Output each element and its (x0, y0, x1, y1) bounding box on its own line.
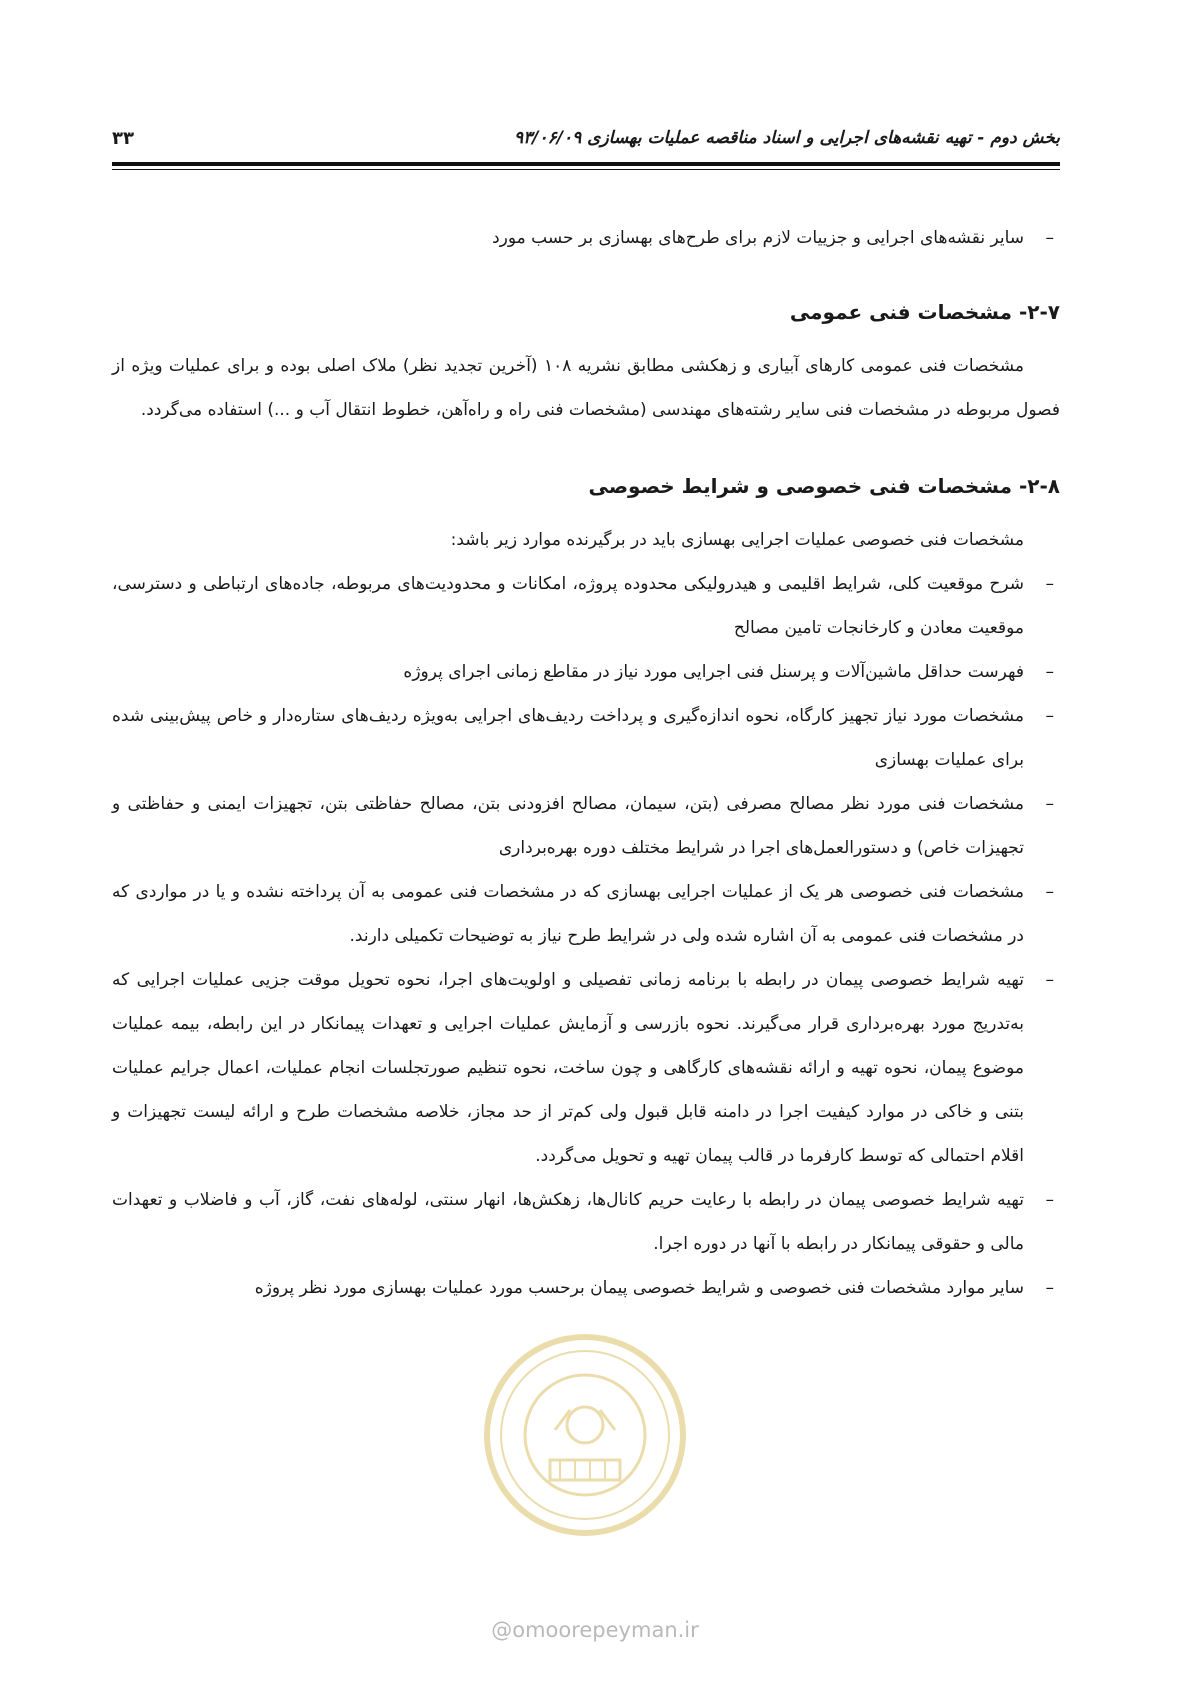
bullet-text: مشخصات مورد نیاز تجهیز کارگاه، نحوه اندازه‌گیری و پرداخت ردیف‌های اجرایی به‌ویژه ردیف‌های ستاره‌دار و خاص پیش‌بینی شده برای عملیات بهسازی (112, 706, 1024, 770)
section-7-paragraph: مشخصات فنی عمومی کارهای آبیاری و زهکشی مطابق نشریه ۱۰۸ (آخرین تجدید نظر) ملاک اصلی بوده و برای عملیات ویژه از فصول مربوطه در مشخصات فنی سایر رشته‌های مهندسی (مشخصات فنی راه و راه‌آهن، خطوط انتقال آب و ...) استفاده می‌گردد. (112, 356, 1060, 420)
bullet-item (112, 1266, 1060, 1310)
bullet-item (112, 562, 1060, 650)
bullet-text: سایر موارد مشخصات فنی خصوصی و شرایط خصوصی پیمان برحسب مورد عملیات بهسازی مورد نظر پروژه (254, 1278, 1024, 1298)
bullet-item (112, 216, 1060, 260)
section-8-intro: مشخصات فنی خصوصی عملیات اجرایی بهسازی باید در برگیرنده موارد زیر باشد: (450, 530, 1024, 550)
bullet-text: شرح موقعیت کلی، شرایط اقلیمی و هیدرولیکی محدوده پروژه، امکانات و محدودیت‌های مربوطه، جاده‌های ارتباطی و دسترسی، موقعیت معادن و کارخانجات تامین مصالح (112, 574, 1024, 638)
bullet-text: تهیه شرایط خصوصی پیمان در رابطه با رعایت حریم کانال‌ها، زهکش‌ها، انهار سنتی، لوله‌های نفت، گاز، آب و فاضلاب و تعهدات مالی و حقوقی پیمانکار در رابطه با آنها در دوره اجرا. (112, 1190, 1024, 1254)
at-icon: @ (491, 1618, 513, 1642)
header-rule-thin (112, 169, 1060, 170)
watermark-site (0, 1618, 1190, 1642)
bullet-dash: – (1045, 1278, 1054, 1298)
bullet-text: مشخصات فنی مورد نظر مصالح مصرفی (بتن، سیمان، مصالح افزودنی بتن، مصالح حفاظتی بتن، تجهیزات ایمنی و حفاظتی و تجهیزات خاص) و دستورالعمل‌های اجرا در شرایط مختلف دوره بهره‌برداری (112, 794, 1024, 858)
bullet-item (112, 1178, 1060, 1266)
bullet-dash: – (1045, 706, 1054, 726)
bullet-dash: – (1045, 574, 1054, 594)
bullet-dash: – (1045, 970, 1054, 990)
bullet-item (112, 958, 1060, 1178)
bullet-item (112, 650, 1060, 694)
bullet-text: سایر نقشه‌های اجرایی و جزییات لازم برای طرح‌های بهسازی بر حسب مورد (492, 228, 1024, 248)
bullet-dash: – (1045, 794, 1054, 814)
page-content (112, 216, 1060, 1310)
watermark-site-text: omoorepeyman.ir (512, 1618, 699, 1642)
bullet-text: فهرست حداقل ماشین‌آلات و پرسنل فنی اجرایی مورد نیاز در مقاطع زمانی اجرای پروژه (403, 662, 1024, 682)
bullet-dash: – (1045, 1190, 1054, 1210)
bullet-item (112, 694, 1060, 782)
page-header (112, 128, 1060, 158)
header-title: بخش دوم - تهیه نقشه‌های اجرایی و اسناد مناقصه عملیات بهسازی ۹۳/۰۶/۰۹ (514, 128, 1060, 148)
bullet-item (112, 870, 1060, 958)
section-heading-8: ۲-۸- مشخصات فنی خصوصی و شرایط خصوصی (588, 474, 1060, 498)
header-rule-thick (112, 162, 1060, 166)
bullet-text: تهیه شرایط خصوصی پیمان در رابطه با برنامه زمانی تفصیلی و اولویت‌های اجرا، نحوه تحویل موقت جزیی عملیات اجرایی که به‌تدریج مورد بهره‌برداری قرار می‌گیرند. نحوه بازرسی و آزمایش عملیات اجرایی و تعهدات پیمانکار در این رابطه، بیمه عملیات موضوع پیمان، نحوه تهیه و ارائه نقشه‌های کارگاهی و چون ساخت، نحوه تنظیم صورتجلسات انجام عملیات، اعمال جرایم عملیات بتنی و خاکی در موارد کیفیت اجرا در دامنه قابل قبول ولی کم‌تر از حد مجاز، خلاصه مشخصات طرح و ارائه لیست تجهیزات و اقلام احتمالی که توسط کارفرما در قالب پیمان تهیه و تحویل می‌گردد. (112, 970, 1024, 1166)
section-heading-7: ۲-۷- مشخصات فنی عمومی (789, 300, 1060, 324)
bullet-dash: – (1045, 662, 1054, 682)
watermark-seal-icon (480, 1330, 690, 1540)
bullet-item (112, 782, 1060, 870)
bullet-text: مشخصات فنی خصوصی هر یک از عملیات اجرایی بهسازی که در مشخصات فنی عمومی به آن پرداخته نشده و یا در مواردی که در مشخصات فنی عمومی به آن اشاره شده ولی در شرایط طرح نیاز به توضیحات تکمیلی دارند. (112, 882, 1024, 946)
bullet-dash: – (1045, 882, 1054, 902)
bullet-dash: – (1045, 228, 1054, 248)
page-number: ۳۳ (112, 128, 134, 149)
